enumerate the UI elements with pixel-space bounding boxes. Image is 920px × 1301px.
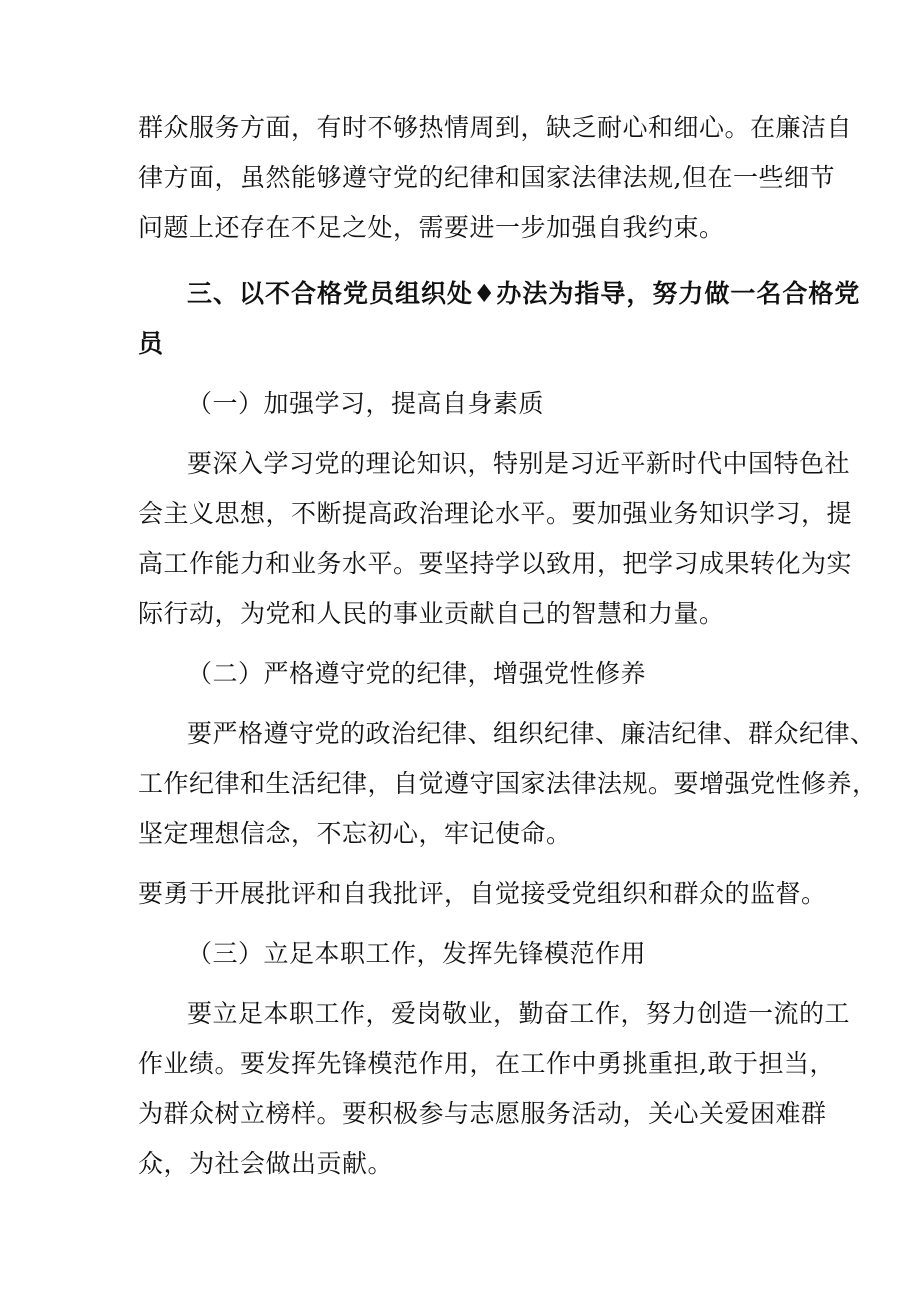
subsection-3-title: （三）立足本职工作，发挥先锋模范作用 [187,939,647,968]
intro-line-1: 群众服务方面，有时不够热情周到，缺乏耐心和细心。在廉洁自 [138,113,853,142]
subsection-2-line-4: 要勇于开展批评和自我批评，自觉接受党组织和群众的监督。 [138,879,827,908]
subsection-1-line-3: 高工作能力和业务水平。要坚持学以致用，把学习成果转化为实 [138,549,853,578]
subsection-1-title: （一）加强学习，提高自身素质 [187,389,545,418]
subsection-2-line-3: 坚定理想信念，不忘初心，牢记使命。 [138,819,572,848]
intro-line-3: 问题上还存在不足之处，需要进一步加强自我约束。 [138,213,725,242]
subsection-3-line-1: 要立足本职工作，爱岗敬业，勤奋工作，努力创造一流的工 [187,999,851,1028]
subsection-1-line-4: 际行动，为党和人民的事业贡献自己的智慧和力量。 [138,599,725,628]
subsection-3-line-4: 众，为社会做出贡献。 [138,1149,394,1178]
section-heading-line-2: 员 [138,329,165,358]
subsection-3-line-3: 为群众树立榜样。要积极参与志愿服务活动，关心关爱困难群 [138,1099,827,1128]
subsection-2-title: （二）严格遵守党的纪律，增强党性修养 [187,659,647,688]
subsection-3-line-2: 作业绩。要发挥先锋模范作用，在工作中勇挑重担,敢于担当， [138,1049,835,1078]
subsection-2-line-2: 工作纪律和生活纪律，自觉遵守国家法律法规。要增强党性修养， [138,769,878,798]
section-heading-line-1: 三、以不合格党员组织处♦办法为指导，努力做一名合格党 [187,279,861,308]
intro-line-2: 律方面，虽然能够遵守党的纪律和国家法律法规,但在一些细节 [138,163,835,192]
subsection-1-line-1: 要深入学习党的理论知识，特别是习近平新时代中国特色社 [187,449,851,478]
subsection-2-line-1: 要严格遵守党的政治纪律、组织纪律、廉洁纪律、群众纪律、 [187,719,876,748]
subsection-1-line-2: 会主义思想，不断提高政治理论水平。要加强业务知识学习，提 [138,499,853,528]
